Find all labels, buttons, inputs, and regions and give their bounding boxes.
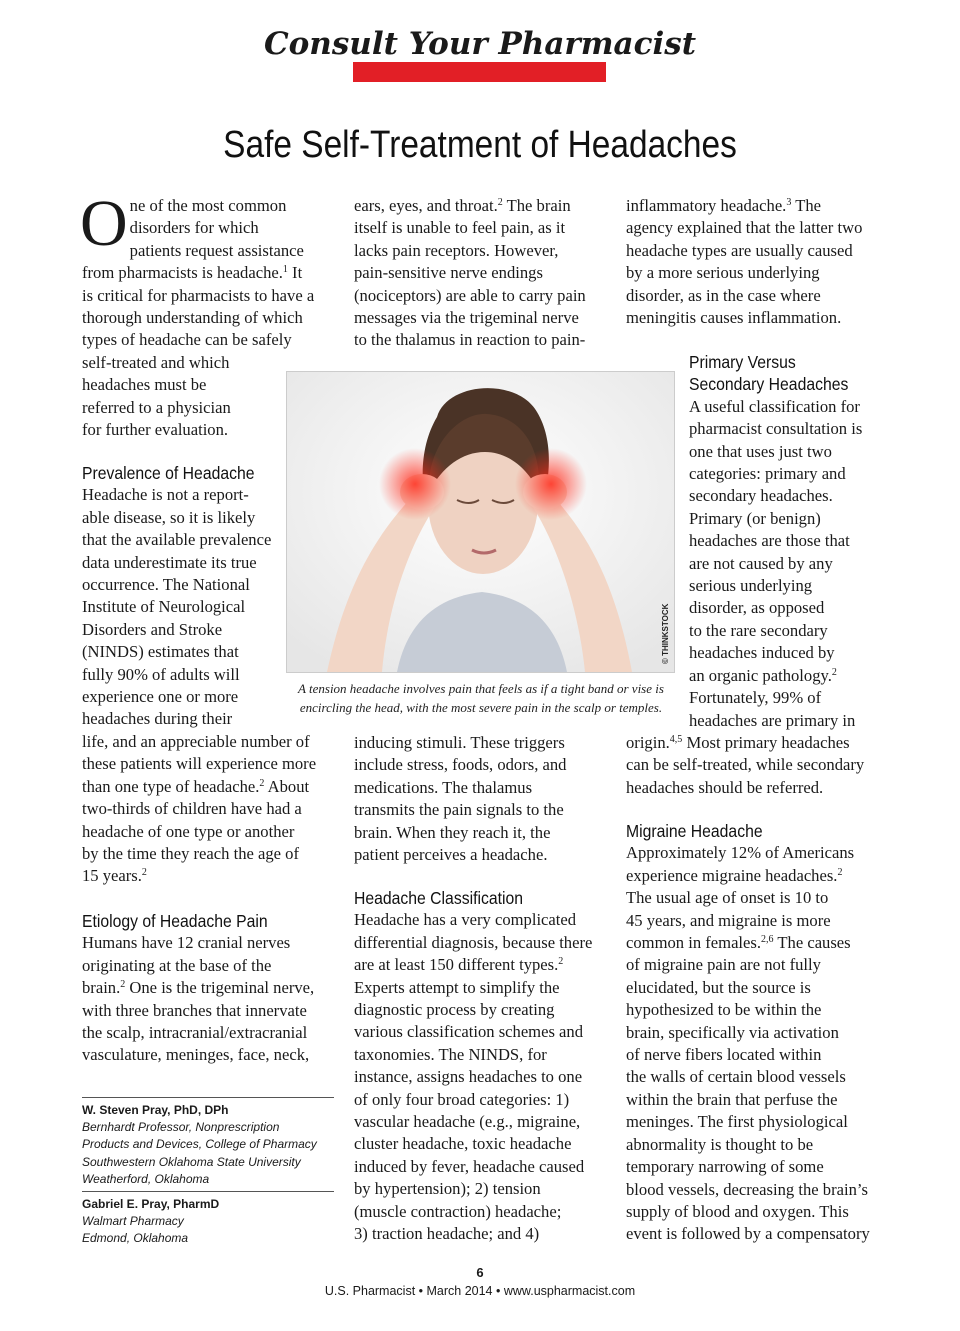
- text-line: one that uses just two: [689, 441, 832, 461]
- text-line: instance, assigns headaches to one: [354, 1067, 583, 1087]
- text-line: types of headache can be safely: [82, 330, 292, 350]
- text-line: brain, specifically via activation: [626, 1022, 839, 1042]
- text-line: Disorders and Stroke: [82, 619, 223, 639]
- text-line: these patients will experience more: [82, 754, 317, 774]
- author-2-name: Gabriel E. Pray, PharmD: [82, 1197, 220, 1211]
- text-line: differential diagnosis, because there: [354, 932, 593, 952]
- text-line: that the available prevalence: [82, 530, 272, 550]
- primary-wide-text: [626, 732, 886, 799]
- text-line: lacks pain receptors. However,: [354, 240, 559, 260]
- text-line: Headache is not a report-: [82, 485, 249, 505]
- text-line: patient perceives a headache.: [354, 845, 548, 865]
- text-line: diagnostic process by creating: [354, 1000, 555, 1020]
- text-line: Secondary Headaches: [689, 374, 849, 395]
- text-line: the scalp, intracranial/extracranial: [82, 1023, 308, 1043]
- text-line: headaches must be: [82, 375, 207, 395]
- text-line: agency explained that the latter two: [626, 218, 863, 238]
- text-line: origin.$^{4,5}$ Most primary headaches: [626, 733, 850, 752]
- col3-top-text: [626, 195, 886, 329]
- section-header: Consult Your Pharmacist: [263, 26, 697, 62]
- headache-photo: [286, 371, 675, 673]
- text-line: headache types are usually caused: [626, 240, 853, 260]
- text-line: of migraine pain are not fully: [626, 955, 821, 975]
- classification-text: [354, 909, 614, 1245]
- author-1-affiliation: [82, 1119, 334, 1188]
- text-line: headaches during their: [82, 709, 233, 729]
- text-line: from pharmacists is headache.$^1$ It: [82, 263, 303, 283]
- text-line: (muscle contraction) headache;: [354, 1201, 562, 1221]
- text-line: able disease, so it is likely: [82, 507, 256, 527]
- text-line: Primary (or benign): [689, 508, 821, 528]
- text-line: within the brain that perfuse the: [626, 1089, 838, 1109]
- text-line: with three branches that innervate: [82, 1000, 307, 1020]
- article-title: Safe Self-Treatment of Headaches: [223, 124, 737, 166]
- classification-heading: Headache Classification: [354, 888, 523, 908]
- author-2-affiliation: [82, 1213, 334, 1247]
- col2-bottom-text: [354, 732, 614, 866]
- etiology-heading: Etiology of Headache Pain: [82, 911, 268, 931]
- text-line: The usual age of onset is 10 to: [626, 888, 829, 908]
- text-line: various classification schemes and: [354, 1022, 584, 1042]
- author-1-name: W. Steven Pray, PhD, DPh: [82, 1103, 229, 1117]
- text-line: secondary headaches.: [689, 486, 833, 506]
- prevalence-heading: Prevalence of Headache: [82, 463, 255, 483]
- text-line: the walls of certain blood vessels: [626, 1067, 846, 1087]
- author-2: [82, 1196, 334, 1248]
- column-1-etiology: [82, 910, 342, 1067]
- migraine-text: [626, 842, 886, 1245]
- column-3-top: [626, 195, 886, 329]
- column-3-primary: [689, 351, 889, 732]
- column-3-primary-wide: [626, 732, 886, 799]
- text-line: are at least 150 different types.$^2$: [354, 955, 564, 975]
- text-line: itself is unable to feel pain, as it: [354, 218, 566, 238]
- text-line: life, and an appreciable number of: [82, 731, 310, 751]
- author-1: [82, 1102, 334, 1188]
- text-line: headaches are primary in: [689, 710, 856, 730]
- text-line: than one type of headache.$^2$ About: [82, 776, 310, 796]
- text-line: temporary narrowing of some: [626, 1157, 824, 1177]
- text-line: disorder, as in the case where: [626, 285, 821, 305]
- text-line: occurrence. The National: [82, 575, 250, 595]
- text-line: headaches induced by: [689, 643, 835, 663]
- text-line: of nerve fibers located within: [626, 1045, 822, 1065]
- text-line: A tension headache involves pain that feels as if a tight band or vise is: [298, 681, 664, 696]
- text-line: thorough understanding of which: [82, 308, 303, 328]
- text-line: headache of one type or another: [82, 821, 295, 841]
- text-line: A useful classification for: [689, 396, 860, 416]
- page-number: 6: [476, 1265, 484, 1280]
- text-line: can be self-treated, while secondary: [626, 755, 865, 775]
- migraine-heading: Migraine Headache: [626, 821, 763, 841]
- column-2-classification: [354, 887, 614, 1246]
- text-line: experience migraine headaches.$^2$: [626, 865, 843, 885]
- text-line: 3) traction headache; and 4): [354, 1224, 540, 1244]
- photo-credit: © THINKSTOCK: [661, 603, 670, 664]
- text-line: Edmond, Oklahoma: [82, 1231, 189, 1246]
- text-line: by a more serious underlying: [626, 263, 820, 283]
- text-line: (NINDS) estimates that: [82, 642, 239, 662]
- text-line: 45 years, and migraine is more: [626, 910, 831, 930]
- author-rule-top: [82, 1097, 334, 1098]
- text-line: for further evaluation.: [82, 420, 229, 440]
- col2-top-text: [354, 195, 614, 352]
- text-line: to the thalamus in reaction to pain-: [354, 330, 586, 350]
- text-line: abnormality is thought to be: [626, 1134, 814, 1154]
- text-line: to the rare secondary: [689, 620, 828, 640]
- text-line: vasculature, meninges, face, neck,: [82, 1045, 310, 1065]
- text-line: an organic pathology.$^2$: [689, 665, 837, 685]
- text-line: ears, eyes, and throat.$^2$ The brain: [354, 196, 571, 215]
- text-line: self-treated and which: [82, 352, 230, 372]
- text-line: brain.$^2$ One is the trigeminal nerve,: [82, 978, 315, 998]
- text-line: Southwestern Oklahoma State University: [82, 1154, 301, 1169]
- text-line: brain. When they reach it, the: [354, 822, 551, 842]
- text-line: Institute of Neurological: [82, 597, 246, 617]
- text-line: are not caused by any: [689, 553, 833, 573]
- text-line: headaches are those that: [689, 531, 850, 551]
- text-line: Primary Versus: [689, 352, 796, 372]
- text-line: meninges. The first physiological: [626, 1112, 848, 1132]
- drop-cap: O: [80, 187, 128, 260]
- text-line: serious underlying: [689, 576, 813, 596]
- text-line: Approximately 12% of Americans: [626, 843, 855, 863]
- text-line: common in females.$^{2,6}$ The causes: [626, 933, 851, 953]
- text-line: disorders for which: [129, 218, 259, 238]
- text-line: of only four broad categories: 1): [354, 1089, 570, 1109]
- text-line: Products and Devices, College of Pharmacy: [82, 1137, 317, 1152]
- text-line: vascular headache (e.g., migraine,: [354, 1112, 581, 1132]
- text-line: messages via the trigeminal nerve: [354, 308, 579, 328]
- text-line: patients request assistance: [129, 240, 304, 260]
- author-rule-middle: [82, 1191, 334, 1192]
- text-line: disorder, as opposed: [689, 598, 825, 618]
- primary-text: [689, 396, 889, 732]
- text-line: medications. The thalamus: [354, 777, 533, 797]
- text-line: event is followed by a compensatory: [626, 1224, 870, 1244]
- text-line: ne of the most common: [129, 196, 287, 215]
- column-2-top: [354, 195, 614, 352]
- text-line: transmits the pain signals to the: [354, 800, 564, 820]
- text-line: Humans have 12 cranial nerves: [82, 933, 291, 953]
- photo-caption: [286, 679, 676, 717]
- text-line: elucidated, but the source is: [626, 977, 811, 997]
- text-line: meningitis causes inflammation.: [626, 308, 842, 328]
- text-line: Fortunately, 99% of: [689, 688, 822, 708]
- column-2-bottom: [354, 732, 614, 866]
- text-line: Headache has a very complicated: [354, 910, 577, 930]
- text-line: pain-sensitive nerve endings: [354, 263, 543, 283]
- text-line: Experts attempt to simplify the: [354, 977, 560, 997]
- text-line: (nociceptors) are able to carry pain: [354, 285, 586, 305]
- text-line: hypothesized to be within the: [626, 1000, 822, 1020]
- text-line: is critical for pharmacists to have a: [82, 285, 315, 305]
- text-line: categories: primary and: [689, 464, 846, 484]
- footer-text: U.S. Pharmacist • March 2014 • www.uspharmacist.com: [324, 1284, 636, 1298]
- text-line: 15 years.$^2$: [82, 866, 147, 886]
- text-line: Walmart Pharmacy: [82, 1214, 184, 1229]
- text-line: headaches should be referred.: [626, 777, 824, 797]
- header-red-bar: [353, 62, 606, 82]
- text-line: two-thirds of children have had a: [82, 799, 302, 819]
- text-line: blood vessels, decreasing the brain’s: [626, 1179, 868, 1199]
- text-line: by hypertension); 2) tension: [354, 1179, 541, 1199]
- text-line: pharmacist consultation is: [689, 419, 863, 439]
- text-line: induced by fever, headache caused: [354, 1156, 585, 1176]
- text-line: originating at the base of the: [82, 955, 272, 975]
- woman-headache-illustration: [287, 372, 674, 672]
- etiology-text: [82, 932, 342, 1066]
- primary-heading: [689, 351, 869, 396]
- text-line: fully 90% of adults will: [82, 664, 240, 684]
- text-line: by the time they reach the age of: [82, 843, 300, 863]
- text-line: inducing stimuli. These triggers: [354, 733, 565, 752]
- text-line: experience one or more: [82, 687, 239, 707]
- text-line: include stress, foods, odors, and: [354, 755, 567, 775]
- text-line: Bernhardt Professor, Nonprescription: [82, 1120, 280, 1135]
- text-line: encircling the head, with the most severe pain in the scalp or temples.: [299, 700, 663, 715]
- text-line: Weatherford, Oklahoma: [82, 1171, 210, 1186]
- text-line: referred to a physician: [82, 397, 231, 417]
- text-line: data underestimate its true: [82, 552, 257, 572]
- text-line: supply of blood and oxygen. This: [626, 1201, 849, 1221]
- text-line: inflammatory headache.$^3$ The: [626, 196, 821, 215]
- column-3-migraine: [626, 820, 886, 1246]
- text-line: cluster headache, toxic headache: [354, 1134, 572, 1154]
- text-line: taxonomies. The NINDS, for: [354, 1044, 547, 1064]
